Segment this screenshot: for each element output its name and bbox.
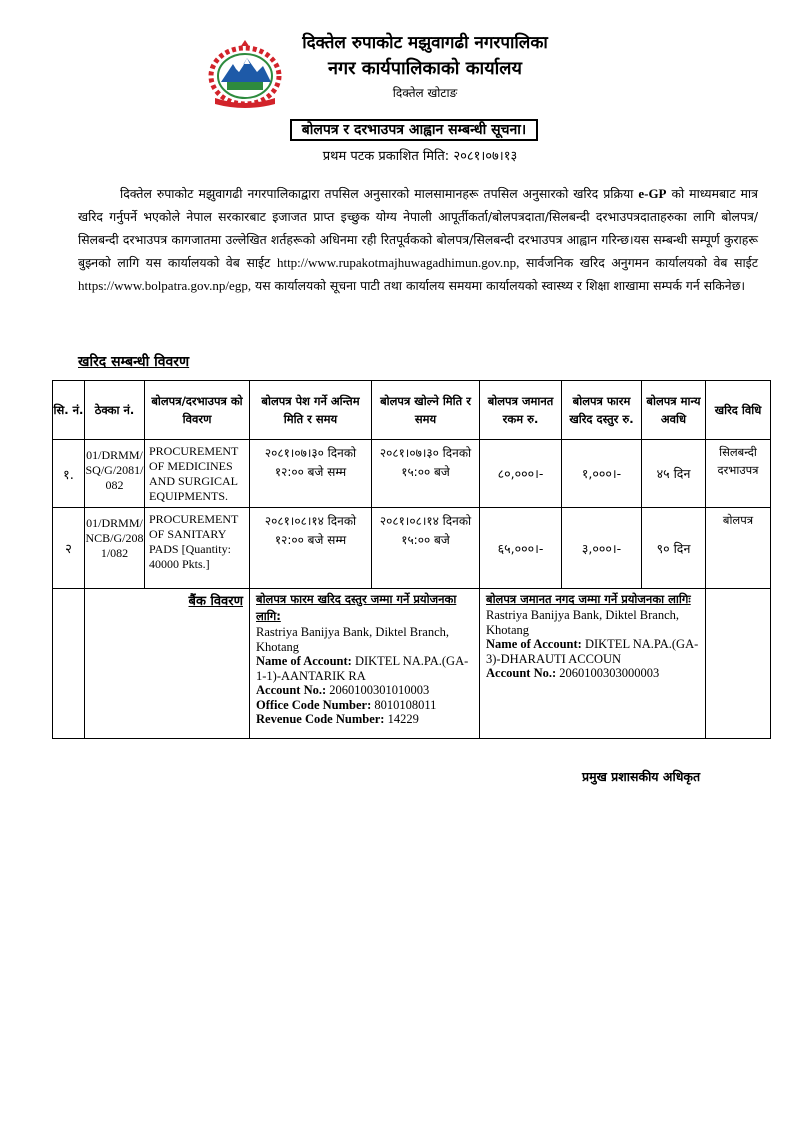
bank-security-deposit-details [480,589,706,739]
cell-form-fee: १,०००।- [562,440,642,508]
bank-empty-cell [706,589,771,739]
office-name: नगर कार्यपालिकाको कार्यालय [328,58,522,79]
cell-submission-deadline: २०८१।०८।१४ दिनको १२:०० बजे सम्म [250,508,372,589]
cell-opening-date: २०८१।०७।३० दिनको १५:०० बजे [372,440,480,508]
cell-bid-security: ८०,०००।- [480,440,562,508]
bank-details-label: बैंक विवरण [85,589,250,739]
header-form-fee: बोलपत्र फारम खरिद दस्तुर रु. [562,381,642,440]
municipality-website-link[interactable]: http://www.rupakotmajhuwagadhimun.gov.np, [276,255,520,270]
bank-empty-cell [53,589,85,739]
body-text-2: को माध्यमबाट मात्र खरिद गर्नुपर्ने भएकोले नेपाल सरकारबाट इजाजत प्राप्त इच्छुक योग्य नेपाली आपूर्तीकर्ता/बोलपत्रदाता/सिलबन्दी दरभाउपत्रदाताहरुका लागि बोलपत्र/सिलबन्दी दरभाउपत्र कागजातमा उल्लेखित शर्तहरूको अधिनमा रही रितपूर्वकको बोलपत्र/सिलबन्दी दरभाउपत्र आह्वान गरिन्छ।यस सम्बन्धी सम्पूर्ण कुराहरू बुझ्नको लागि यस कार्यालयको वेब साईट [78,186,758,270]
account-no-label: Account No.: [486,666,557,680]
header-description: बोलपत्र/दरभाउपत्र को विवरण [145,381,250,440]
publication-date: प्रथम पटक प्रकाशित मिति: २०८१।०७।१३ [322,149,518,164]
ppmo-website-link[interactable]: https://www.bolpatra.gov.np/egp, [78,278,252,293]
notice-body [78,182,758,297]
header-validity: बोलपत्र मान्य अवधि [642,381,706,440]
bank-name: Rastriya Banijya Bank, Diktel Branch, Khotang [256,625,450,654]
table-row [53,508,771,589]
table-row [53,440,771,508]
office-location: दिक्तेल खोटाङ [392,86,458,100]
section-title: खरिद सम्बन्धी विवरण [78,354,190,370]
office-code: 8010108011 [374,697,437,712]
egp-label: e-GP [638,186,667,201]
cell-bid-security: ६५,०००।- [480,508,562,589]
cell-contract-no: 01/DRMM/NCB/G/2081/082 [85,508,145,589]
cell-opening-date: २०८१।०८।१४ दिनको १५:०० बजे [372,508,480,589]
cell-validity: ९० दिन [642,508,706,589]
cell-method: सिलबन्दी दरभाउपत्र [706,440,771,508]
bank-security-heading: बोलपत्र जमानत नगद जम्मा गर्ने प्रयोजनका लागिः [486,592,691,606]
bank-form-fee-heading: बोलपत्र फारम खरिद दस्तुर जम्मा गर्ने प्रयोजनका लागि: [256,592,457,623]
account-name-label: Name of Account: [486,637,582,651]
header-submission-deadline: बोलपत्र पेश गर्ने अन्तिम मिति र समय [250,381,372,440]
body-text-3: सार्वजनिक खरिद अनुगमन कार्यालयको वेब साईट [525,255,758,270]
header-serial: सि. नं. [53,381,85,440]
account-name: DIKTEL NA.PA.(GA-3)-DHARAUTI ACCOUN [486,637,699,666]
cell-submission-deadline: २०८१।०७।३० दिनको १२:०० बजे सम्म [250,440,372,508]
cell-serial: १. [53,440,85,508]
cell-form-fee: ३,०००।- [562,508,642,589]
notice-title: बोलपत्र र दरभाउपत्र आह्वान सम्बन्धी सूचना। [290,119,538,141]
account-no: 2060100301010003 [329,683,430,697]
header-opening-date: बोलपत्र खोल्ने मिति र समय [372,381,480,440]
header-bid-security: बोलपत्र जमानत रकम रु. [480,381,562,440]
cell-method: बोलपत्र [706,508,771,589]
cell-description: PROCUREMENT OF MEDICINES AND SURGICAL EQUIPMENTS. [145,440,250,508]
office-code-label: Office Code Number: [256,697,372,712]
table-header-row [53,381,771,440]
nepal-emblem-logo [205,38,285,108]
account-no: 2060100303000003 [559,666,660,680]
cell-validity: ४५ दिन [642,440,706,508]
cell-description: PROCUREMENT OF SANITARY PADS [Quantity: 40000 Pkts.] [145,508,250,589]
municipality-name: दिक्तेल रुपाकोट मझुवागढी नगरपालिका [302,33,548,53]
cell-contract-no: 01/DRMM/SQ/G/2081/082 [85,440,145,508]
bank-details-row [53,589,771,739]
account-name: DIKTEL NA.PA.(GA-1-1)-AANTARIK RA [256,654,469,683]
account-no-label: Account No.: [256,683,327,697]
account-name-label: Name of Account: [256,654,352,668]
body-text-1: दिक्तेल रुपाकोट मझुवागढी नगरपालिकाद्वारा तपसिल अनुसारको मालसामानहरू तपसिल अनुसारको खरिद प्रक्रिया [120,186,634,201]
body-text-4: यस कार्यालयको सूचना पाटी तथा कार्यालय समयमा कार्यालयको स्वास्थ्य र शिक्षा शाखामा सम्पर्क गर्न सकिनेछ। [255,278,746,293]
header-contract-no: ठेक्का नं. [85,381,145,440]
header-method: खरिद विधि [706,381,771,440]
cell-serial: २ [53,508,85,589]
revenue-code: 14229 [387,712,419,726]
bank-name: Rastriya Banijya Bank, Diktel Branch, Khotang [486,608,680,637]
signatory-title: प्रमुख प्रशासकीय अधिकृत [582,769,701,784]
revenue-code-label: Revenue Code Number: [256,712,385,726]
procurement-table [52,380,771,739]
bank-form-fee-details [250,589,480,739]
